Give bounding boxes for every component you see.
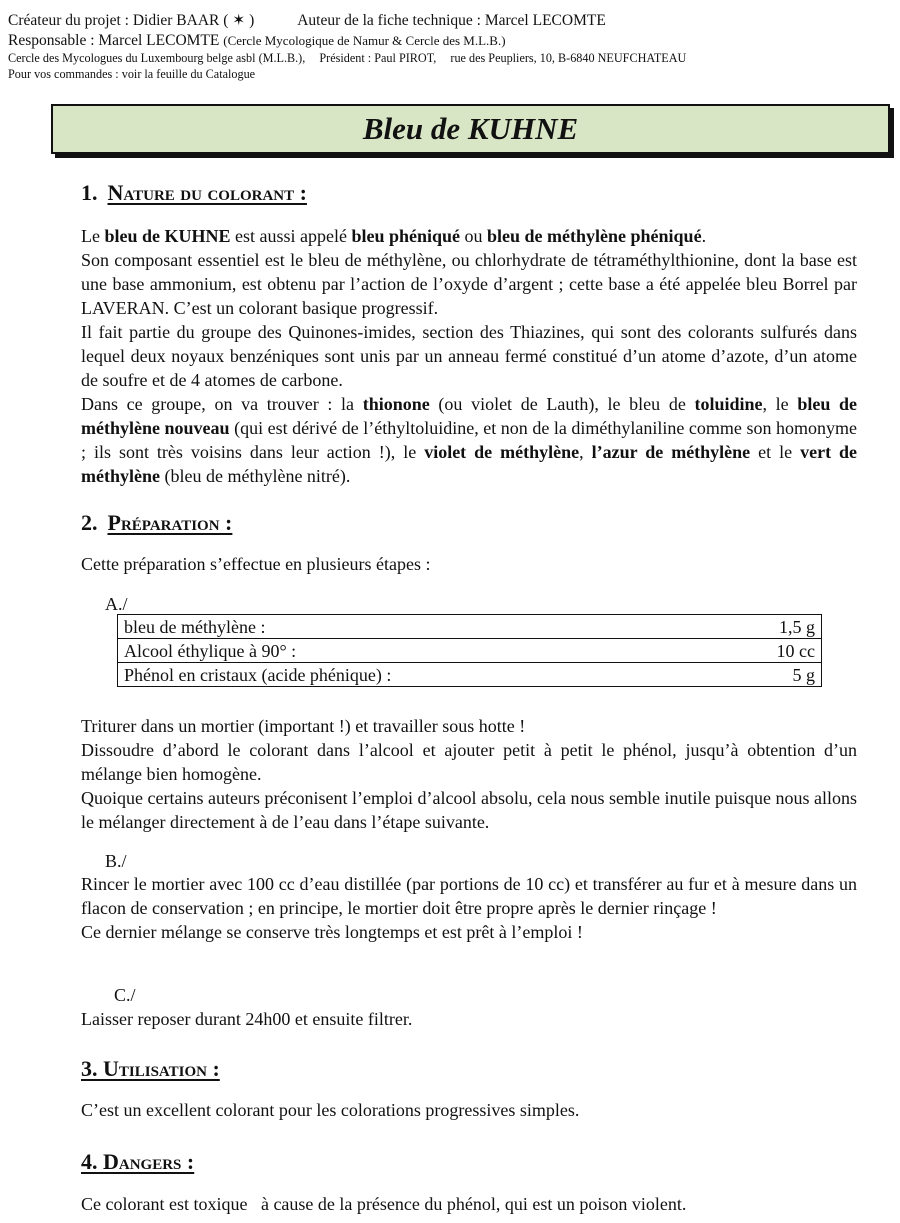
project-creator: Créateur du projet : Didier BAAR [8,12,220,29]
ingredients-table [117,614,822,687]
circle-namur: (Cercle Mycologique de Namur & Cercle des M.L.B.) [223,33,506,48]
ingredient-name: Phénol en cristaux (acide phénique) : [118,663,714,687]
responsible: Responsable : Marcel LECOMTE [8,32,220,49]
section-1-heading [81,180,307,206]
section-1-paragraph-1: Le bleu de KUHNE est aussi appelé bleu phéniqué ou bleu de méthylène phéniqué. [81,226,707,246]
section-3-text: C’est un excellent colorant pour les colorations progressives simples. [81,1100,580,1120]
step-a-label: A./ [105,594,128,614]
ingredient-name: bleu de méthylène : [118,615,714,639]
page-title: Bleu de KUHNE [362,111,579,146]
circle-luxembourg: Cercle des Mycologues du Luxembourg belge asbl (M.L.B.), [8,51,306,65]
step-a-paragraph-2: Dissoudre d’abord le colorant dans l’alcool et ajouter petit à petit le phénol, jusqu’à obtention d’un mélange bien homogène. [81,740,857,784]
ingredient-qty: 10 cc [713,639,821,663]
section-1-body [81,224,857,488]
section-2-heading [81,510,232,536]
ingredient-name: Alcool éthylique à 90° : [118,639,714,663]
preparation-intro: Cette préparation s’effectue en plusieurs étapes : [81,554,431,574]
section-3-number: 3. [81,1056,98,1081]
orders-note: Pour vos commandes : voir la feuille du Catalogue [8,67,256,81]
sheet-author: Auteur de la fiche technique : Marcel LECOMTE [297,12,606,29]
title-box [51,104,890,154]
table-row [118,639,822,663]
section-1-number: 1. [81,180,98,205]
table-row [118,663,822,687]
ingredient-qty: 1,5 g [713,615,821,639]
section-1-paragraph-2: Son composant essentiel est le bleu de méthylène, ou chlorhydrate de tétraméthylthionine, dont la base est une base ammonium, est obtenu par l’action de l’oxyde d’argent ; cette base a été appelée bleu Borrel par LAVERAN. C’est un colorant basique progressif. [81,250,857,318]
section-3-title: Utilisation : [103,1056,220,1081]
header-line-2 [8,32,506,50]
table-row [118,615,822,639]
section-1-paragraph-4: Dans ce groupe, on va trouver : la thionone (ou violet de Lauth), le bleu de toluidine, le bleu de méthylène nouveau (qui est dérivé de l’éthyltoluidine, et non de la diméthylaniline comme son homonyme ; ils sont très voisins dans leur action !), le violet de méthylène, l’azur de méthylène et le vert de méthylène (bleu de méthylène nitré). [81,394,858,486]
section-4-number: 4. [81,1149,98,1174]
step-a-paragraph-1: Triturer dans un mortier (important !) et travailler sous hotte ! [81,716,526,736]
header-line-3 [8,51,686,66]
section-4-label [81,1149,194,1174]
step-c-text: Laisser reposer durant 24h00 et ensuite filtrer. [81,1009,413,1029]
address: rue des Peupliers, 10, B-6840 NEUFCHATEAU [450,51,687,65]
step-b-label: B./ [105,851,127,871]
step-a-body [81,714,857,834]
ingredient-qty: 5 g [713,663,821,687]
step-c-label: C./ [114,985,136,1005]
header-line-1 [8,11,606,30]
section-4-heading [81,1149,194,1175]
section-2-number: 2. [81,510,98,535]
section-4-text: Ce colorant est toxique à cause de la présence du phénol, qui est un poison violent. [81,1194,687,1214]
section-3-heading [81,1056,220,1082]
section-3-label [81,1056,220,1081]
section-4-title: Dangers : [103,1149,195,1174]
section-2-title: Préparation : [107,510,233,535]
president: Président : Paul PIROT, [319,51,437,65]
section-1-title: Nature du colorant : [107,180,307,205]
step-a-paragraph-3: Quoique certains auteurs préconisent l’emploi d’alcool absolu, cela nous semble inutile puisque nous allons le mélanger directement à de l’eau dans l’étape suivante. [81,788,857,832]
step-b-paragraph-1: Rincer le mortier avec 100 cc d’eau distillée (par portions de 10 cc) et transférer au fur et à mesure dans un flacon de conservation ; en principe, le mortier doit être propre après le dernier rinçage ! [81,874,857,918]
step-b-body [81,872,857,944]
creator-star-mark: ( ✶ ) [223,12,255,29]
section-1-paragraph-3: Il fait partie du groupe des Quinones-imides, section des Thiazines, qui sont des colorants sulfurés dans lequel deux noyaux benzéniques sont unis par un anneau fermé constitué d’un atome d’azote, d’un atome de soufre et de 4 atomes de carbone. [81,322,857,390]
step-b-paragraph-2: Ce dernier mélange se conserve très longtemps et est prêt à l’emploi ! [81,922,583,942]
